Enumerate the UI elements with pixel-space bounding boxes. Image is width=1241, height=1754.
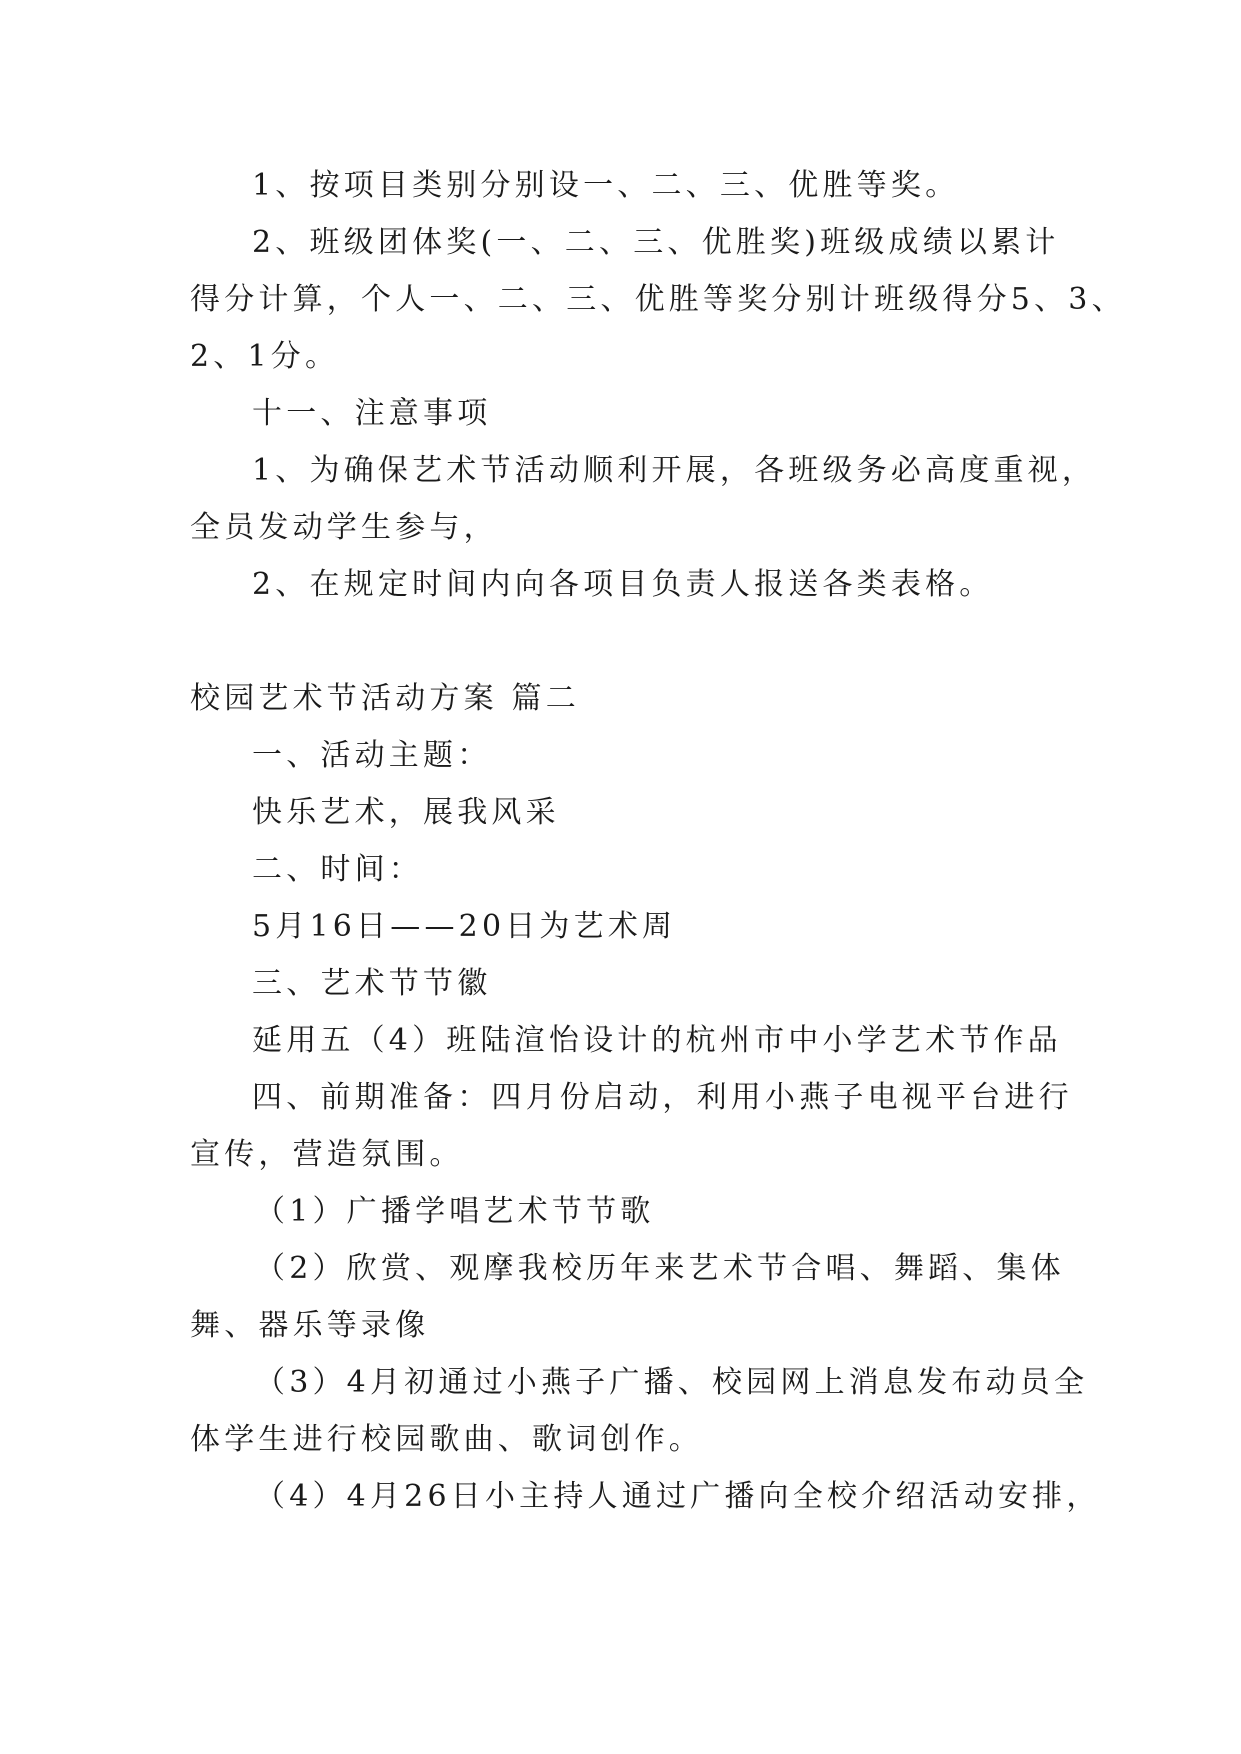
section-heading-preparation: 四、前期准备：四月份启动，利用小燕子电视平台进行 xyxy=(252,1080,1073,1115)
section-heading-time: 二、时间： xyxy=(252,852,423,887)
award-item-2: 2、班级团体奖(一、二、三、优胜奖)班级成绩以累计 xyxy=(252,225,1060,260)
preparation-item-2-cont: 舞、器乐等录像 xyxy=(190,1308,430,1343)
notes-item-1-cont: 全员发动学生参与， xyxy=(190,510,498,545)
time-text: 5月16日——20日为艺术周 xyxy=(252,909,677,944)
award-item-2-cont: 得分计算，个人一、二、三、优胜等奖分别计班级得分5、3、 xyxy=(190,282,1126,317)
notes-item-1: 1、为确保艺术节活动顺利开展，各班级务必高度重视， xyxy=(252,453,1097,488)
preparation-item-3-cont: 体学生进行校园歌曲、歌词创作。 xyxy=(190,1422,703,1457)
emblem-text: 延用五（4）班陆渲怡设计的杭州市中小学艺术节作品 xyxy=(252,1023,1062,1058)
article-title: 校园艺术节活动方案 篇二 xyxy=(190,681,580,716)
preparation-item-1: （1）广播学唱艺术节节歌 xyxy=(255,1194,655,1229)
theme-text: 快乐艺术，展我风采 xyxy=(252,795,560,830)
preparation-item-4: （4）4月26日小主持人通过广播向全校介绍活动安排， xyxy=(255,1479,1101,1514)
award-item-1: 1、按项目类别分别设一、二、三、优胜等奖。 xyxy=(252,168,960,203)
section-heading-emblem: 三、艺术节节徽 xyxy=(252,966,492,1001)
section-heading-theme: 一、活动主题： xyxy=(252,738,492,773)
notes-item-2: 2、在规定时间内向各项目负责人报送各类表格。 xyxy=(252,567,994,602)
section-heading-notes: 十一、注意事项 xyxy=(252,396,492,431)
preparation-item-3: （3）4月初通过小燕子广播、校园网上消息发布动员全 xyxy=(255,1365,1089,1400)
preparation-cont: 宣传，营造氛围。 xyxy=(190,1137,464,1172)
award-item-2-cont: 2、1分。 xyxy=(190,339,340,374)
preparation-item-2: （2）欣赏、观摩我校历年来艺术节合唱、舞蹈、集体 xyxy=(255,1251,1065,1286)
